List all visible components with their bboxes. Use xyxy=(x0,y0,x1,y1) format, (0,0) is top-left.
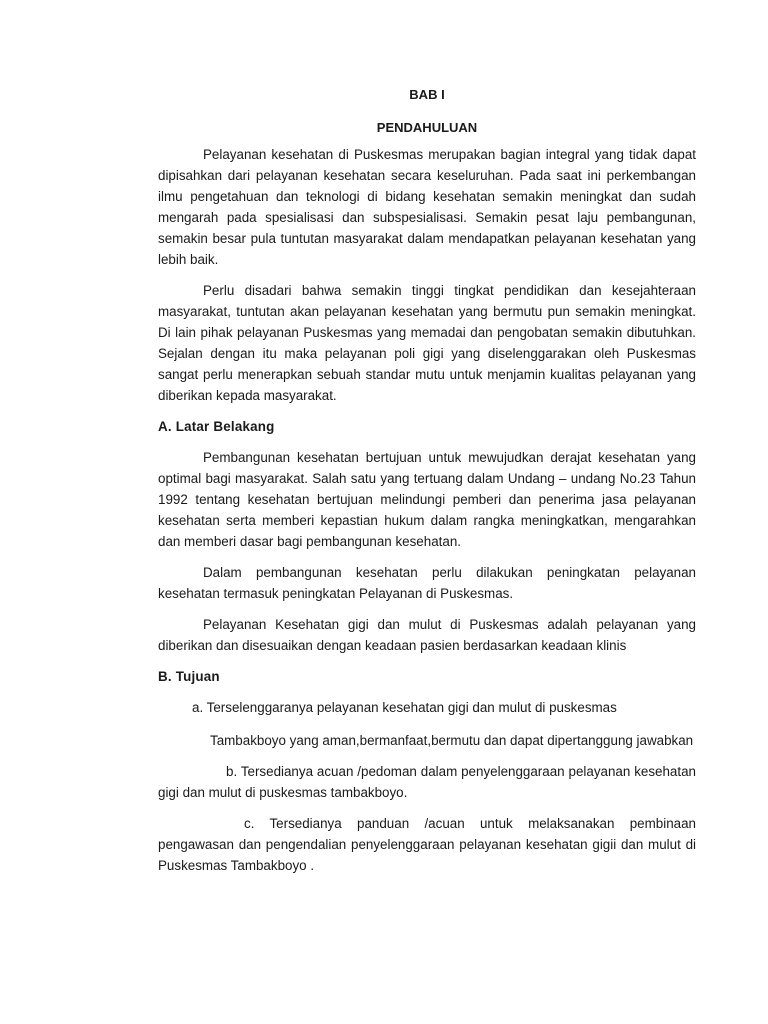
goal-item-c xyxy=(158,813,696,876)
goal-item-b-text: b. Tersedianya acuan /pedoman dalam penyelenggaraan pelayanan kesehatan gigi dan mulut di puskesmas tambakboyo. xyxy=(158,764,696,800)
intro-paragraph-1: Pelayanan kesehatan di Puskesmas merupakan bagian integral yang tidak dapat dipisahkan dari pelayanan kesehatan secara keseluruhan. Pada saat ini perkembangan ilmu pengetahuan dan teknologi di bidang kesehatan semakin meningkat dan sudah mengarah pada spesialisasi dan subspesialisasi. Semakin pesat laju pembangunan, semakin besar pula tuntutan masyarakat dalam mendapatkan pelayanan kesehatan yang lebih baik. xyxy=(158,147,696,267)
section-b-heading: B. Tujuan xyxy=(158,669,220,684)
goal-item-c-text: c. Tersedianya panduan /acuan untuk melaksanakan pembinaan pengawasan dan pengendalian penyelenggaraan pelayanan kesehatan gigii dan mulut di Puskesmas Tambakboyo . xyxy=(158,816,696,873)
chapter-number: BAB I xyxy=(409,87,445,102)
goal-item-b xyxy=(158,761,696,803)
goal-item-a: a. Terselenggaranya pelayanan kesehatan gigi dan mulut di puskesmas xyxy=(192,700,617,715)
section-a-paragraph-1: Pembangunan kesehatan bertujuan untuk mewujudkan derajat kesehatan yang optimal bagi masyarakat. Salah satu yang tertuang dalam Undang – undang No.23 Tahun 1992 tentang kesehatan bertujuan melindungi pemberi dan penerima jasa pelayanan kesehatan serta memberi kepastian hukum dalam rangka meningkatkan, mengarahkan dan memberi dasar bagi pembangunan kesehatan. xyxy=(158,450,696,549)
section-a-paragraph-2: Dalam pembangunan kesehatan perlu dilakukan peningkatan pelayanan kesehatan termasuk peningkatan Pelayanan di Puskesmas. xyxy=(158,565,696,601)
section-a-paragraph-3: Pelayanan Kesehatan gigi dan mulut di Puskesmas adalah pelayanan yang diberikan dan disesuaikan dengan keadaan pasien berdasarkan keadaan klinis xyxy=(158,617,696,653)
chapter-title: PENDAHULUAN xyxy=(376,120,478,135)
document-page xyxy=(158,78,696,886)
section-a-heading: A. Latar Belakang xyxy=(158,419,275,434)
intro-paragraph-2: Perlu disadari bahwa semakin tinggi tingkat pendidikan dan kesejahteraan masyarakat, tuntutan akan pelayanan kesehatan yang bermutu pun semakin meningkat. Di lain pihak pelayanan Puskesmas yang memadai dan pengobatan semakin dibutuhkan. Sejalan dengan itu maka pelayanan poli gigi yang diselenggarakan oleh Puskesmas sangat perlu menerapkan sebuah standar mutu untuk menjamin kualitas pelayanan yang diberikan kepada masyarakat. xyxy=(158,283,696,403)
goal-item-a-continuation: Tambakboyo yang aman,bermanfaat,bermutu dan dapat dipertanggung jawabkan xyxy=(210,733,694,748)
